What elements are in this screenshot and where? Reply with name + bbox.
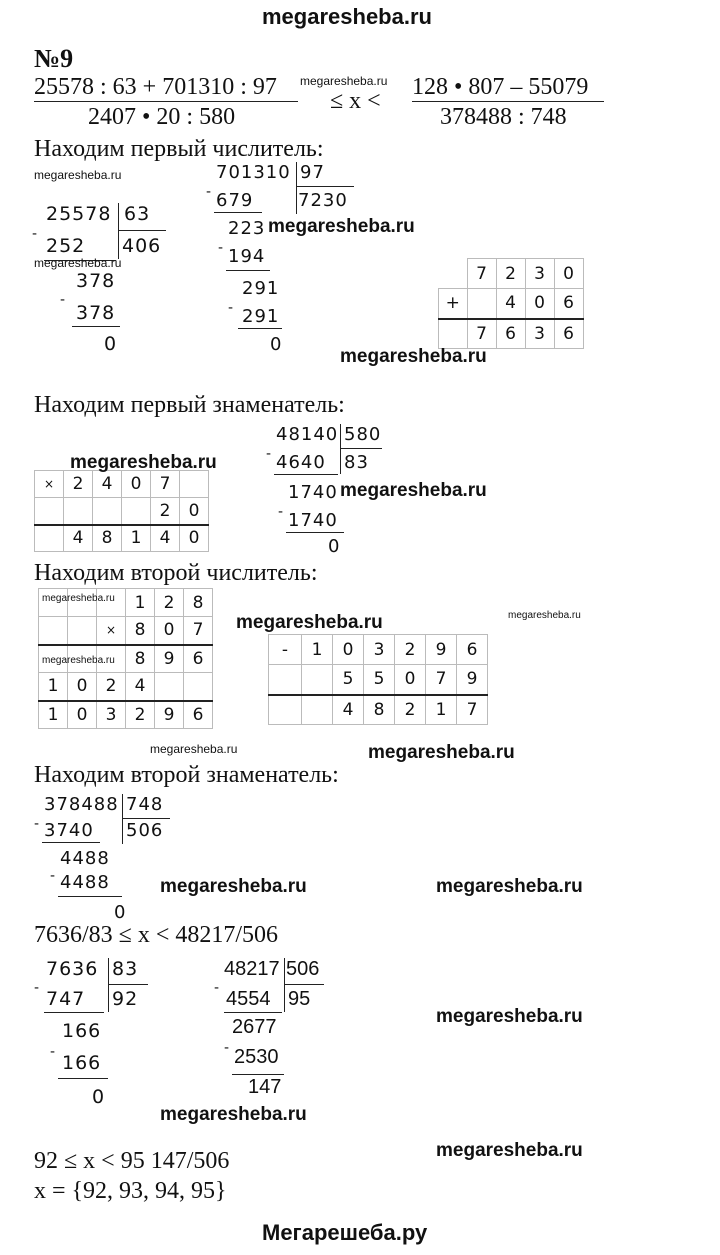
empty-cell xyxy=(122,498,151,525)
div4-line1 xyxy=(42,842,100,843)
empty-cell xyxy=(269,665,302,695)
div5-line1 xyxy=(44,1012,104,1013)
div5-dividend: 7636 xyxy=(46,958,99,980)
watermark: megaresheba.ru xyxy=(236,612,383,633)
div2-line2 xyxy=(226,270,270,271)
watermark: megaresheba.ru xyxy=(42,593,115,604)
digit-cell: 5 xyxy=(333,665,364,695)
div2-remainder: 0 xyxy=(270,334,283,355)
digit-cell: 2 xyxy=(151,498,180,525)
digit-cell: 2 xyxy=(496,259,525,289)
digit-cell: 7 xyxy=(426,665,457,695)
minus-sign: - xyxy=(32,226,39,242)
digit-cell: 7 xyxy=(467,259,496,289)
watermark: megaresheba.ru xyxy=(42,655,115,666)
digit-cell: 2 xyxy=(395,635,426,665)
div1-remainder: 0 xyxy=(104,333,118,355)
left-fraction-bar xyxy=(34,101,298,102)
div2-quotient-bar xyxy=(296,186,354,187)
digit-cell: 6 xyxy=(496,319,525,349)
digit-cell: 8 xyxy=(93,525,122,552)
empty-cell xyxy=(64,498,93,525)
digit-cell: 4 xyxy=(151,525,180,552)
digit-cell: 0 xyxy=(155,617,184,645)
minus-sign: - xyxy=(34,980,41,996)
div6-remainder: 147 xyxy=(248,1076,282,1098)
header-site: megaresheba.ru xyxy=(262,4,432,29)
watermark: megaresheba.ru xyxy=(150,742,238,756)
digit-cell: 6 xyxy=(554,319,583,349)
watermark: megaresheba.ru xyxy=(160,876,307,897)
heading-second-numerator: Находим второй числитель: xyxy=(34,560,318,586)
watermark: megaresheba.ru xyxy=(34,256,122,270)
empty-cell xyxy=(180,471,209,498)
digit-cell: 9 xyxy=(426,635,457,665)
digit-cell: 0 xyxy=(525,289,554,319)
digit-cell: 0 xyxy=(180,525,209,552)
digit-cell: 9 xyxy=(155,701,184,729)
div6-line1 xyxy=(224,1012,282,1013)
minus-sign: - xyxy=(224,1040,231,1056)
empty-cell xyxy=(439,259,468,289)
minus-sign: - xyxy=(278,504,285,520)
digit-cell: 4 xyxy=(64,525,93,552)
digit-cell: 7 xyxy=(467,319,496,349)
digit-cell: 0 xyxy=(180,498,209,525)
digit-cell: 7 xyxy=(457,695,488,725)
digit-cell: 0 xyxy=(68,701,97,729)
div3-vertical-bar xyxy=(340,424,341,474)
empty-cell xyxy=(35,498,64,525)
div2-rem2: 291 xyxy=(242,278,280,299)
digit-cell: 0 xyxy=(395,665,426,695)
div2-rem1: 223 xyxy=(228,218,266,239)
div1-dividend: 25578 xyxy=(46,203,112,225)
div2-line1 xyxy=(214,212,262,213)
digit-cell: 4 xyxy=(333,695,364,725)
div5-sub2: 166 xyxy=(62,1052,102,1074)
digit-cell: 2 xyxy=(155,589,184,617)
digit-cell: 6 xyxy=(554,289,583,319)
div2-quotient: 7230 xyxy=(298,190,348,211)
div5-rem1: 166 xyxy=(62,1020,102,1042)
digit-cell: 2 xyxy=(64,471,93,498)
div4-sub1: 3740 xyxy=(44,820,94,841)
div2-sub1: 679 xyxy=(216,190,254,211)
addition-table xyxy=(438,258,584,349)
digit-cell: 4 xyxy=(93,471,122,498)
intermediate-inequality: 7636/83 ≤ x < 48217/506 xyxy=(34,922,279,948)
watermark: megaresheba.ru xyxy=(34,168,122,182)
heading-first-numerator: Находим первый числитель: xyxy=(34,136,324,162)
digit-cell: 9 xyxy=(155,645,184,673)
minus-sign: - xyxy=(269,635,302,665)
watermark: megaresheba.ru xyxy=(368,742,515,763)
footer-site: Мегарешеба.ру xyxy=(262,1220,428,1245)
watermark: megaresheba.ru xyxy=(436,1140,583,1161)
watermark: megaresheba.ru xyxy=(508,610,581,621)
right-denominator: 378488 : 748 xyxy=(440,104,567,130)
multiply-sign: × xyxy=(97,617,126,645)
minus-sign: - xyxy=(50,868,57,884)
digit-cell: 6 xyxy=(457,635,488,665)
empty-cell xyxy=(68,617,97,645)
relation-sign: ≤ x < xyxy=(330,88,381,114)
div4-vertical-bar xyxy=(122,794,123,844)
div6-rem1: 2677 xyxy=(232,1016,277,1038)
digit-cell: 2 xyxy=(395,695,426,725)
digit-cell: 8 xyxy=(184,589,213,617)
watermark: megaresheba.ru xyxy=(436,1006,583,1027)
div1-divisor: 63 xyxy=(124,203,151,225)
multiply-sign: × xyxy=(35,471,64,498)
minus-sign: - xyxy=(266,446,273,462)
div2-dividend: 701310 xyxy=(216,162,291,183)
div2-line3 xyxy=(238,328,282,329)
digit-cell: 1 xyxy=(39,673,68,701)
div2-vertical-bar xyxy=(296,162,297,214)
digit-cell: 6 xyxy=(184,701,213,729)
watermark: megaresheba.ru xyxy=(300,74,388,88)
div2-sub2: 194 xyxy=(228,246,266,267)
div6-quotient-bar xyxy=(284,984,324,985)
empty-cell xyxy=(269,695,302,725)
div3-line1 xyxy=(274,474,338,475)
minus-sign: - xyxy=(228,300,235,316)
digit-cell: 6 xyxy=(184,645,213,673)
div1-quotient: 406 xyxy=(122,235,162,257)
subtraction-table xyxy=(268,634,488,725)
empty-cell xyxy=(302,695,333,725)
minus-sign: - xyxy=(214,980,221,996)
digit-cell: 0 xyxy=(333,635,364,665)
div5-vertical-bar xyxy=(108,958,109,1012)
div5-sub1: 747 xyxy=(46,988,86,1010)
div4-dividend: 378488 xyxy=(44,794,119,815)
digit-cell: 7 xyxy=(151,471,180,498)
digit-cell: 3 xyxy=(525,319,554,349)
div6-sub2: 2530 xyxy=(234,1046,279,1068)
div4-line2 xyxy=(58,896,122,897)
right-numerator: 128 • 807 – 55079 xyxy=(412,74,589,100)
div4-rem1: 4488 xyxy=(60,848,110,869)
div6-line2 xyxy=(232,1074,284,1075)
digit-cell: 7 xyxy=(184,617,213,645)
empty-cell xyxy=(39,617,68,645)
result-inequality: 92 ≤ x < 95 147/506 xyxy=(34,1148,230,1174)
left-denominator: 2407 • 20 : 580 xyxy=(88,104,236,130)
div3-sub2: 1740 xyxy=(288,510,338,531)
digit-cell: 5 xyxy=(364,665,395,695)
div4-sub2: 4488 xyxy=(60,872,110,893)
div6-sub1: 4554 xyxy=(226,988,271,1010)
digit-cell: 3 xyxy=(97,701,126,729)
result-set: x = {92, 93, 94, 95} xyxy=(34,1178,227,1204)
div4-divisor: 748 xyxy=(126,794,164,815)
digit-cell: 0 xyxy=(68,673,97,701)
digit-cell: 1 xyxy=(39,701,68,729)
watermark: megaresheba.ru xyxy=(268,216,415,237)
empty-cell xyxy=(93,498,122,525)
digit-cell: 1 xyxy=(126,589,155,617)
watermark: megaresheba.ru xyxy=(160,1104,307,1125)
div6-vertical-bar xyxy=(284,958,285,1012)
watermark: megaresheba.ru xyxy=(70,452,217,473)
right-fraction-bar xyxy=(412,101,604,102)
task-number: №9 xyxy=(34,44,74,73)
div1-quotient-bar xyxy=(118,230,166,231)
plus-sign: + xyxy=(439,289,468,319)
watermark: megaresheba.ru xyxy=(340,346,487,367)
div2-divisor: 97 xyxy=(300,162,325,183)
minus-sign: - xyxy=(218,240,225,256)
digit-cell: 1 xyxy=(122,525,151,552)
div4-quotient: 506 xyxy=(126,820,164,841)
empty-cell xyxy=(155,673,184,701)
empty-cell xyxy=(184,673,213,701)
div6-dividend: 48217 xyxy=(224,958,280,980)
empty-cell xyxy=(35,525,64,552)
div4-remainder: 0 xyxy=(114,902,127,923)
div5-quotient: 92 xyxy=(112,988,139,1010)
digit-cell: 2 xyxy=(126,701,155,729)
multiplication-table-1 xyxy=(34,470,209,552)
digit-cell: 1 xyxy=(426,695,457,725)
digit-cell: 8 xyxy=(364,695,395,725)
empty-cell xyxy=(467,289,496,319)
div1-sub2: 378 xyxy=(76,302,116,324)
digit-cell: 4 xyxy=(126,673,155,701)
div3-quotient: 83 xyxy=(344,452,369,473)
digit-cell: 8 xyxy=(126,617,155,645)
empty-cell xyxy=(302,665,333,695)
digit-cell: 9 xyxy=(457,665,488,695)
minus-sign: - xyxy=(34,816,41,832)
minus-sign: - xyxy=(60,292,67,308)
digit-cell: 2 xyxy=(97,673,126,701)
minus-sign: - xyxy=(50,1044,57,1060)
watermark: megaresheba.ru xyxy=(340,480,487,501)
watermark: megaresheba.ru xyxy=(436,876,583,897)
heading-second-denominator: Находим второй знаменатель: xyxy=(34,762,339,788)
div3-quotient-bar xyxy=(340,448,382,449)
digit-cell: 3 xyxy=(364,635,395,665)
div1-sub1: 252 xyxy=(46,235,86,257)
digit-cell: 1 xyxy=(302,635,333,665)
digit-cell: 8 xyxy=(126,645,155,673)
div4-quotient-bar xyxy=(122,818,170,819)
div3-dividend: 48140 xyxy=(276,424,339,445)
div3-remainder: 0 xyxy=(328,536,341,557)
digit-cell: 4 xyxy=(496,289,525,319)
div3-line2 xyxy=(286,532,344,533)
div1-vertical-bar xyxy=(118,203,119,259)
left-numerator: 25578 : 63 + 701310 : 97 xyxy=(34,74,277,100)
digit-cell: 3 xyxy=(525,259,554,289)
div3-divisor: 580 xyxy=(344,424,382,445)
minus-sign: - xyxy=(206,184,213,200)
div1-rem1: 378 xyxy=(76,270,116,292)
div3-rem1: 1740 xyxy=(288,482,338,503)
div5-divisor: 83 xyxy=(112,958,139,980)
div6-quotient: 95 xyxy=(288,988,311,1010)
empty-cell xyxy=(439,319,468,349)
div6-divisor: 506 xyxy=(286,958,320,980)
digit-cell: 0 xyxy=(122,471,151,498)
div5-quotient-bar xyxy=(108,984,148,985)
div5-line2 xyxy=(58,1078,108,1079)
div3-sub1: 4640 xyxy=(276,452,326,473)
div1-line2 xyxy=(72,326,120,327)
div2-sub3: 291 xyxy=(242,306,280,327)
heading-first-denominator: Находим первый знаменатель: xyxy=(34,392,345,418)
div5-remainder: 0 xyxy=(92,1086,106,1108)
digit-cell: 0 xyxy=(554,259,583,289)
